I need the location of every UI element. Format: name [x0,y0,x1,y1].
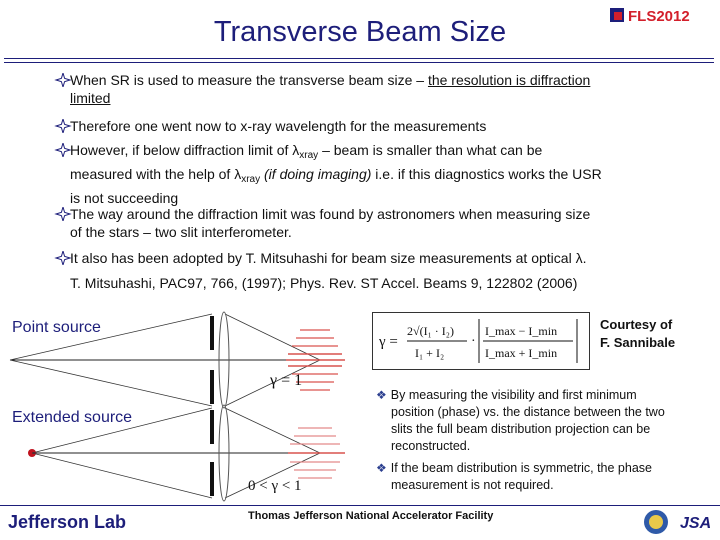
formula-num-right: I_max − I_min [485,324,558,338]
gamma-equals-label: γ = 1 [270,372,303,389]
diamond-bullet-icon: ❖ [376,388,387,402]
ray [32,453,212,498]
ray [225,314,320,360]
sponsor-logos [640,507,716,537]
extended-source-label: Extended source [12,409,133,426]
bullet-1: When SR is used to measure the transverse beam size – the resolution is diffraction limited [70,72,591,106]
slit-plate [210,316,214,350]
interferometer-diagram [0,300,370,505]
fls-logo [610,6,714,26]
gamma-range-label: 0 < γ < 1 [248,478,302,494]
formula-den-right: I_max + I_min [485,346,558,360]
header-rule [4,58,714,59]
right-bullet-1: ❖ By measuring the visibility and first minimum position (phase) vs. the distance between the two slits the full beam distribution projection can be reconstructed. [376,388,665,453]
diamond-bullet-icon: ❖ [376,461,387,475]
facility-name: Thomas Jefferson National Accelerator Facility [248,510,494,522]
ray [10,360,212,406]
jefferson-lab-logo: Jefferson Lab [8,512,127,532]
slide-title: Transverse Beam Size [213,16,507,48]
ray [32,408,212,453]
slit-plate [210,370,214,404]
courtesy-note: Courtesy of F. Sannibale [600,317,676,350]
header-rule-2 [4,62,714,63]
bullet-5: It also has been adopted by T. Mitsuhashi for beam size measurements at optical λ. [70,250,587,266]
bullet-2: Therefore one went now to x-ray wavelength for the measurements [70,118,487,134]
formula-num-left: 2√(I₁ · I₂) [407,324,454,338]
jsa-logo-text: JSA [680,515,712,532]
footer-rule [0,505,720,506]
ray [225,408,320,453]
reference-citation: T. Mitsuhashi, PAC97, 766, (1997); Phys. Rev. ST Accel. Beams 9, 122802 (2006) [70,275,578,291]
point-source-label: Point source [12,319,101,336]
ray [10,314,212,360]
formula-lhs: γ = [379,334,398,350]
slit-plate [210,462,214,496]
svg-text:·: · [471,334,476,349]
formula-den-left: I₁ + I₂ [415,346,445,360]
bullet-4: The way around the diffraction limit was found by astronomers when measuring size of the stars – two slit interferometer. [70,206,591,240]
bullet-3: However, if below diffraction limit of $\lambda_{xray}$ – beam is smaller than what can be measured with the help of $\lambda_{xray}$ (if doing imaging) i.e. if this diagnostics works the USR is not succeeding [70,142,602,206]
fls-logo-text: FLS2012 [628,8,690,25]
visibility-formula [372,312,590,370]
right-bullet-2: ❖ If the beam distribution is symmetric, the phase measurement is not required. [376,461,652,492]
fringe-pattern-bottom [288,428,345,478]
slit-plate [210,410,214,444]
